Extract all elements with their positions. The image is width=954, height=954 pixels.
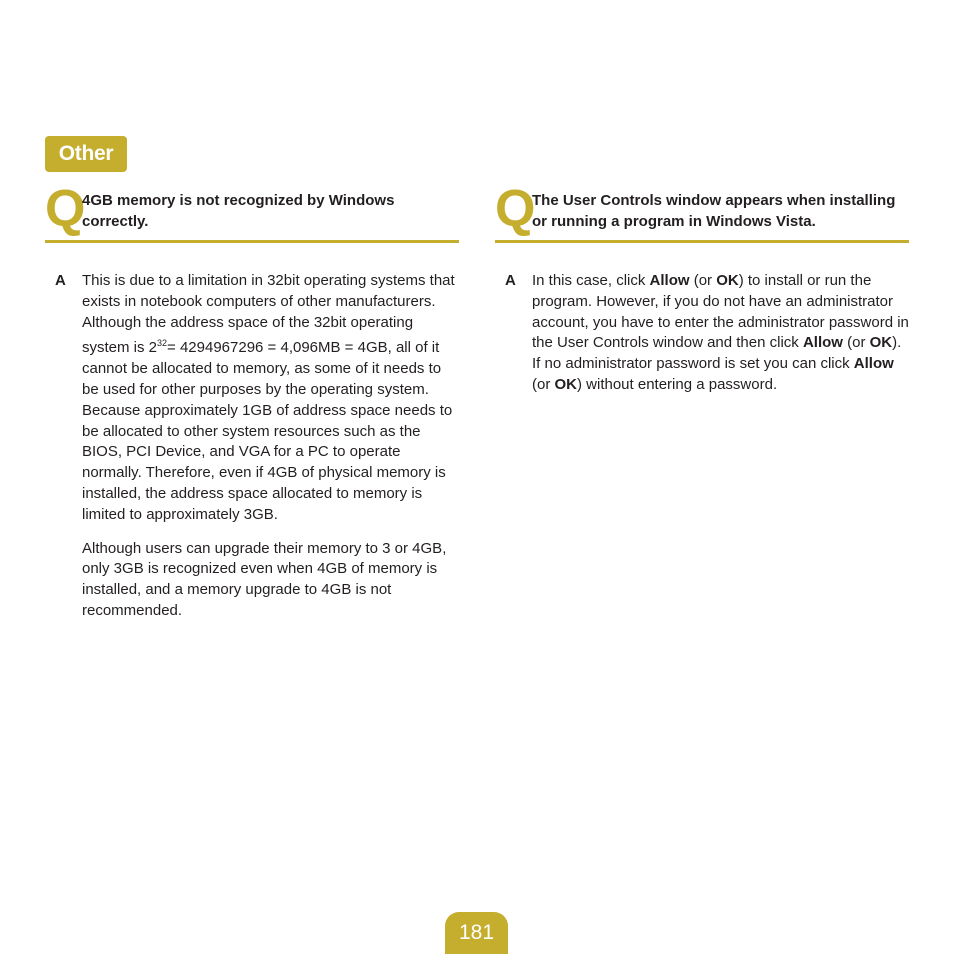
answer: [495, 271, 909, 396]
answer-text: = 4294967296 = 4,096MB = 4GB, all of it cannot be allocated to memory, as some of it needs to be used for other purposes by the operating system. Because approximately 1GB of address space needs to be allocated to other system resources such as the BIOS, PCI Device, and VGA for a PC to operate normally. Therefore, even if 4GB of physical memory is installed, the address space allocated to memory is limited to approximately 3GB.: [82, 339, 453, 523]
answer-text: (or: [689, 272, 717, 289]
answer-text: (or: [532, 375, 555, 393]
answer-text: In this case, click: [532, 272, 650, 289]
answer-text: ). If no administrator password is set you can click: [532, 334, 902, 373]
question-text: 4GB memory is not recognized by Windows correctly.: [82, 192, 395, 230]
answer-text: ) to install or run the program. However, if you do not have an administrator account, you have to enter the administrator password in the User Controls window and then click: [532, 272, 909, 352]
answer-text: (or: [842, 334, 870, 352]
allow-label: Allow: [853, 355, 894, 373]
allow-label: Allow: [802, 334, 843, 352]
question-text: The User Controls window appears when installing or running a program in Windows Vista.: [532, 192, 896, 230]
q-marker: Q: [495, 180, 536, 238]
page-number: 181: [445, 912, 508, 954]
answer-text: ) without entering a password.: [577, 375, 778, 393]
qa-block-user-controls: [495, 180, 909, 409]
ok-label: OK: [554, 375, 577, 393]
answer-paragraph-2: Although users can upgrade their memory to 3 or 4GB, only 3GB is recognized even when 4GB of memory is installed, and a memory upgrade to 4GB is not recommended.: [82, 539, 447, 619]
q-marker: Q: [45, 180, 86, 238]
answer-body: [82, 271, 459, 622]
qa-block-memory: [45, 180, 459, 635]
ok-label: OK: [869, 334, 893, 352]
answer-paragraph-1: [82, 271, 459, 526]
superscript: 32: [157, 338, 168, 349]
a-marker: A: [55, 272, 66, 289]
allow-label: Allow: [649, 272, 690, 289]
section-title-badge: Other: [45, 136, 127, 172]
ok-label: OK: [716, 272, 739, 289]
answer: [45, 271, 459, 622]
question-header: [495, 180, 909, 243]
answer-paragraph-1: [532, 271, 909, 396]
a-marker: A: [505, 272, 516, 289]
answer-body: [532, 271, 909, 396]
answer-text: This is due to a limitation in 32bit operating systems that exists in notebook computers of other manufacturers. Although the address space of the 32bit operating system is 2: [82, 272, 455, 357]
question-header: [45, 180, 459, 243]
